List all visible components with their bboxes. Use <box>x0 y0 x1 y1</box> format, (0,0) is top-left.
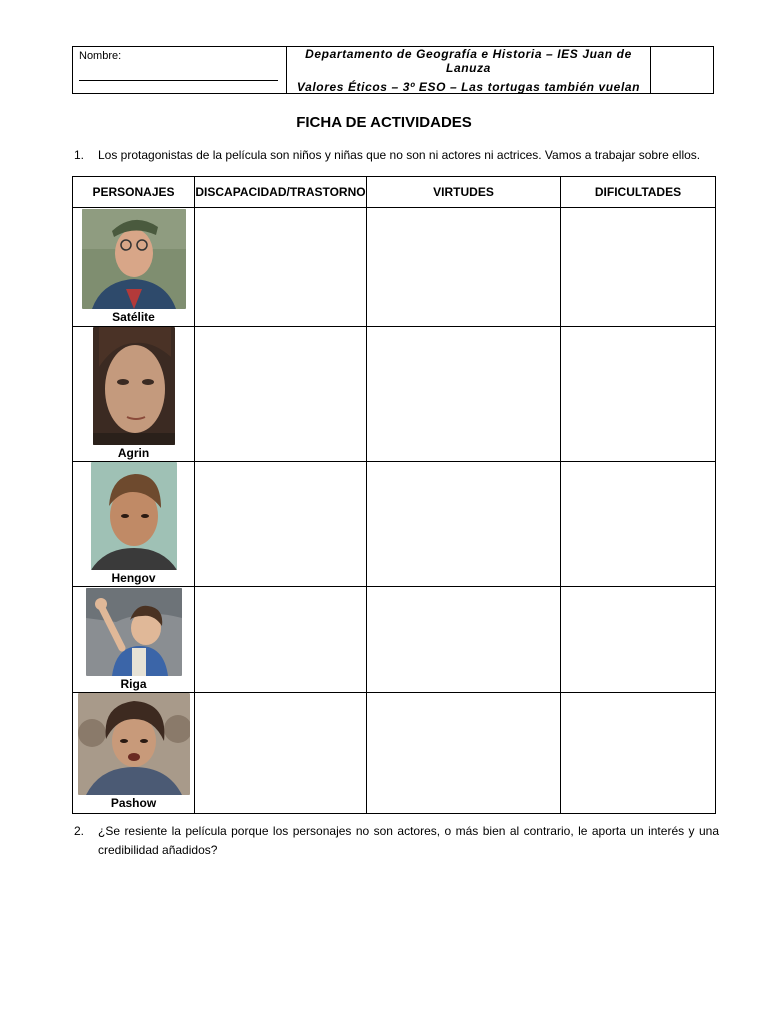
character-cell <box>73 462 195 587</box>
header-discapacidad: DISCAPACIDAD/TRASTORNO <box>195 177 367 208</box>
character-photo <box>78 693 190 795</box>
character-name: Hengov <box>111 571 156 585</box>
table-row <box>73 587 716 693</box>
character-name: Pashow <box>110 796 157 810</box>
character-photo <box>93 327 175 445</box>
question-2-number: 2. <box>74 824 85 838</box>
dificultades-cell[interactable] <box>561 208 716 327</box>
header-dificultades: DIFICULTADES <box>561 177 716 208</box>
department-text: Departamento de Geografía e Historia – IES Juan de Lanuza <box>305 46 632 75</box>
character-cell <box>73 693 195 814</box>
question-2 <box>74 822 719 860</box>
table-row <box>73 462 716 587</box>
name-line <box>79 80 278 81</box>
department-cell <box>287 47 651 93</box>
character-name: Agrin <box>117 446 150 460</box>
dificultades-cell[interactable] <box>561 587 716 693</box>
virtudes-cell[interactable] <box>367 208 561 327</box>
page-title: FICHA DE ACTIVIDADES <box>296 114 472 131</box>
header-virtudes: VIRTUDES <box>367 177 561 208</box>
discapacidad-cell[interactable] <box>195 462 367 587</box>
discapacidad-cell[interactable] <box>195 693 367 814</box>
virtudes-cell[interactable] <box>367 693 561 814</box>
table-row <box>73 208 716 327</box>
question-1-number: 1. <box>74 148 85 162</box>
character-cell <box>73 208 195 327</box>
question-1-text: Los protagonistas de la película son niños y niñas que no son ni actores ni actrices. Vamos a trabajar sobre ellos. <box>98 148 701 162</box>
table-header-row <box>73 177 716 208</box>
characters-table <box>72 176 716 814</box>
question-2-text: ¿Se resiente la película porque los personajes no son actores, o más bien al contrario, le aporta un interés y una credibilidad añadidos? <box>98 824 719 857</box>
discapacidad-cell[interactable] <box>195 327 367 462</box>
character-photo <box>91 462 177 570</box>
question-1 <box>74 146 719 165</box>
character-name: Riga <box>120 677 147 691</box>
table-row <box>73 327 716 462</box>
blank-cell <box>651 47 713 93</box>
dificultades-cell[interactable] <box>561 327 716 462</box>
character-name: Satélite <box>112 310 155 324</box>
virtudes-cell[interactable] <box>367 587 561 693</box>
character-cell <box>73 587 195 693</box>
character-photo <box>86 588 182 676</box>
name-label: Nombre: <box>79 50 122 62</box>
character-photo <box>82 209 186 309</box>
discapacidad-cell[interactable] <box>195 208 367 327</box>
virtudes-cell[interactable] <box>367 327 561 462</box>
course-text: Valores Éticos – 3º ESO – Las tortugas también vuelan <box>296 79 641 94</box>
character-cell <box>73 327 195 462</box>
discapacidad-cell[interactable] <box>195 587 367 693</box>
header-table <box>72 46 714 94</box>
virtudes-cell[interactable] <box>367 462 561 587</box>
header-personajes: PERSONAJES <box>73 177 195 208</box>
name-cell[interactable] <box>73 47 287 93</box>
dificultades-cell[interactable] <box>561 693 716 814</box>
table-row <box>73 693 716 814</box>
dificultades-cell[interactable] <box>561 462 716 587</box>
